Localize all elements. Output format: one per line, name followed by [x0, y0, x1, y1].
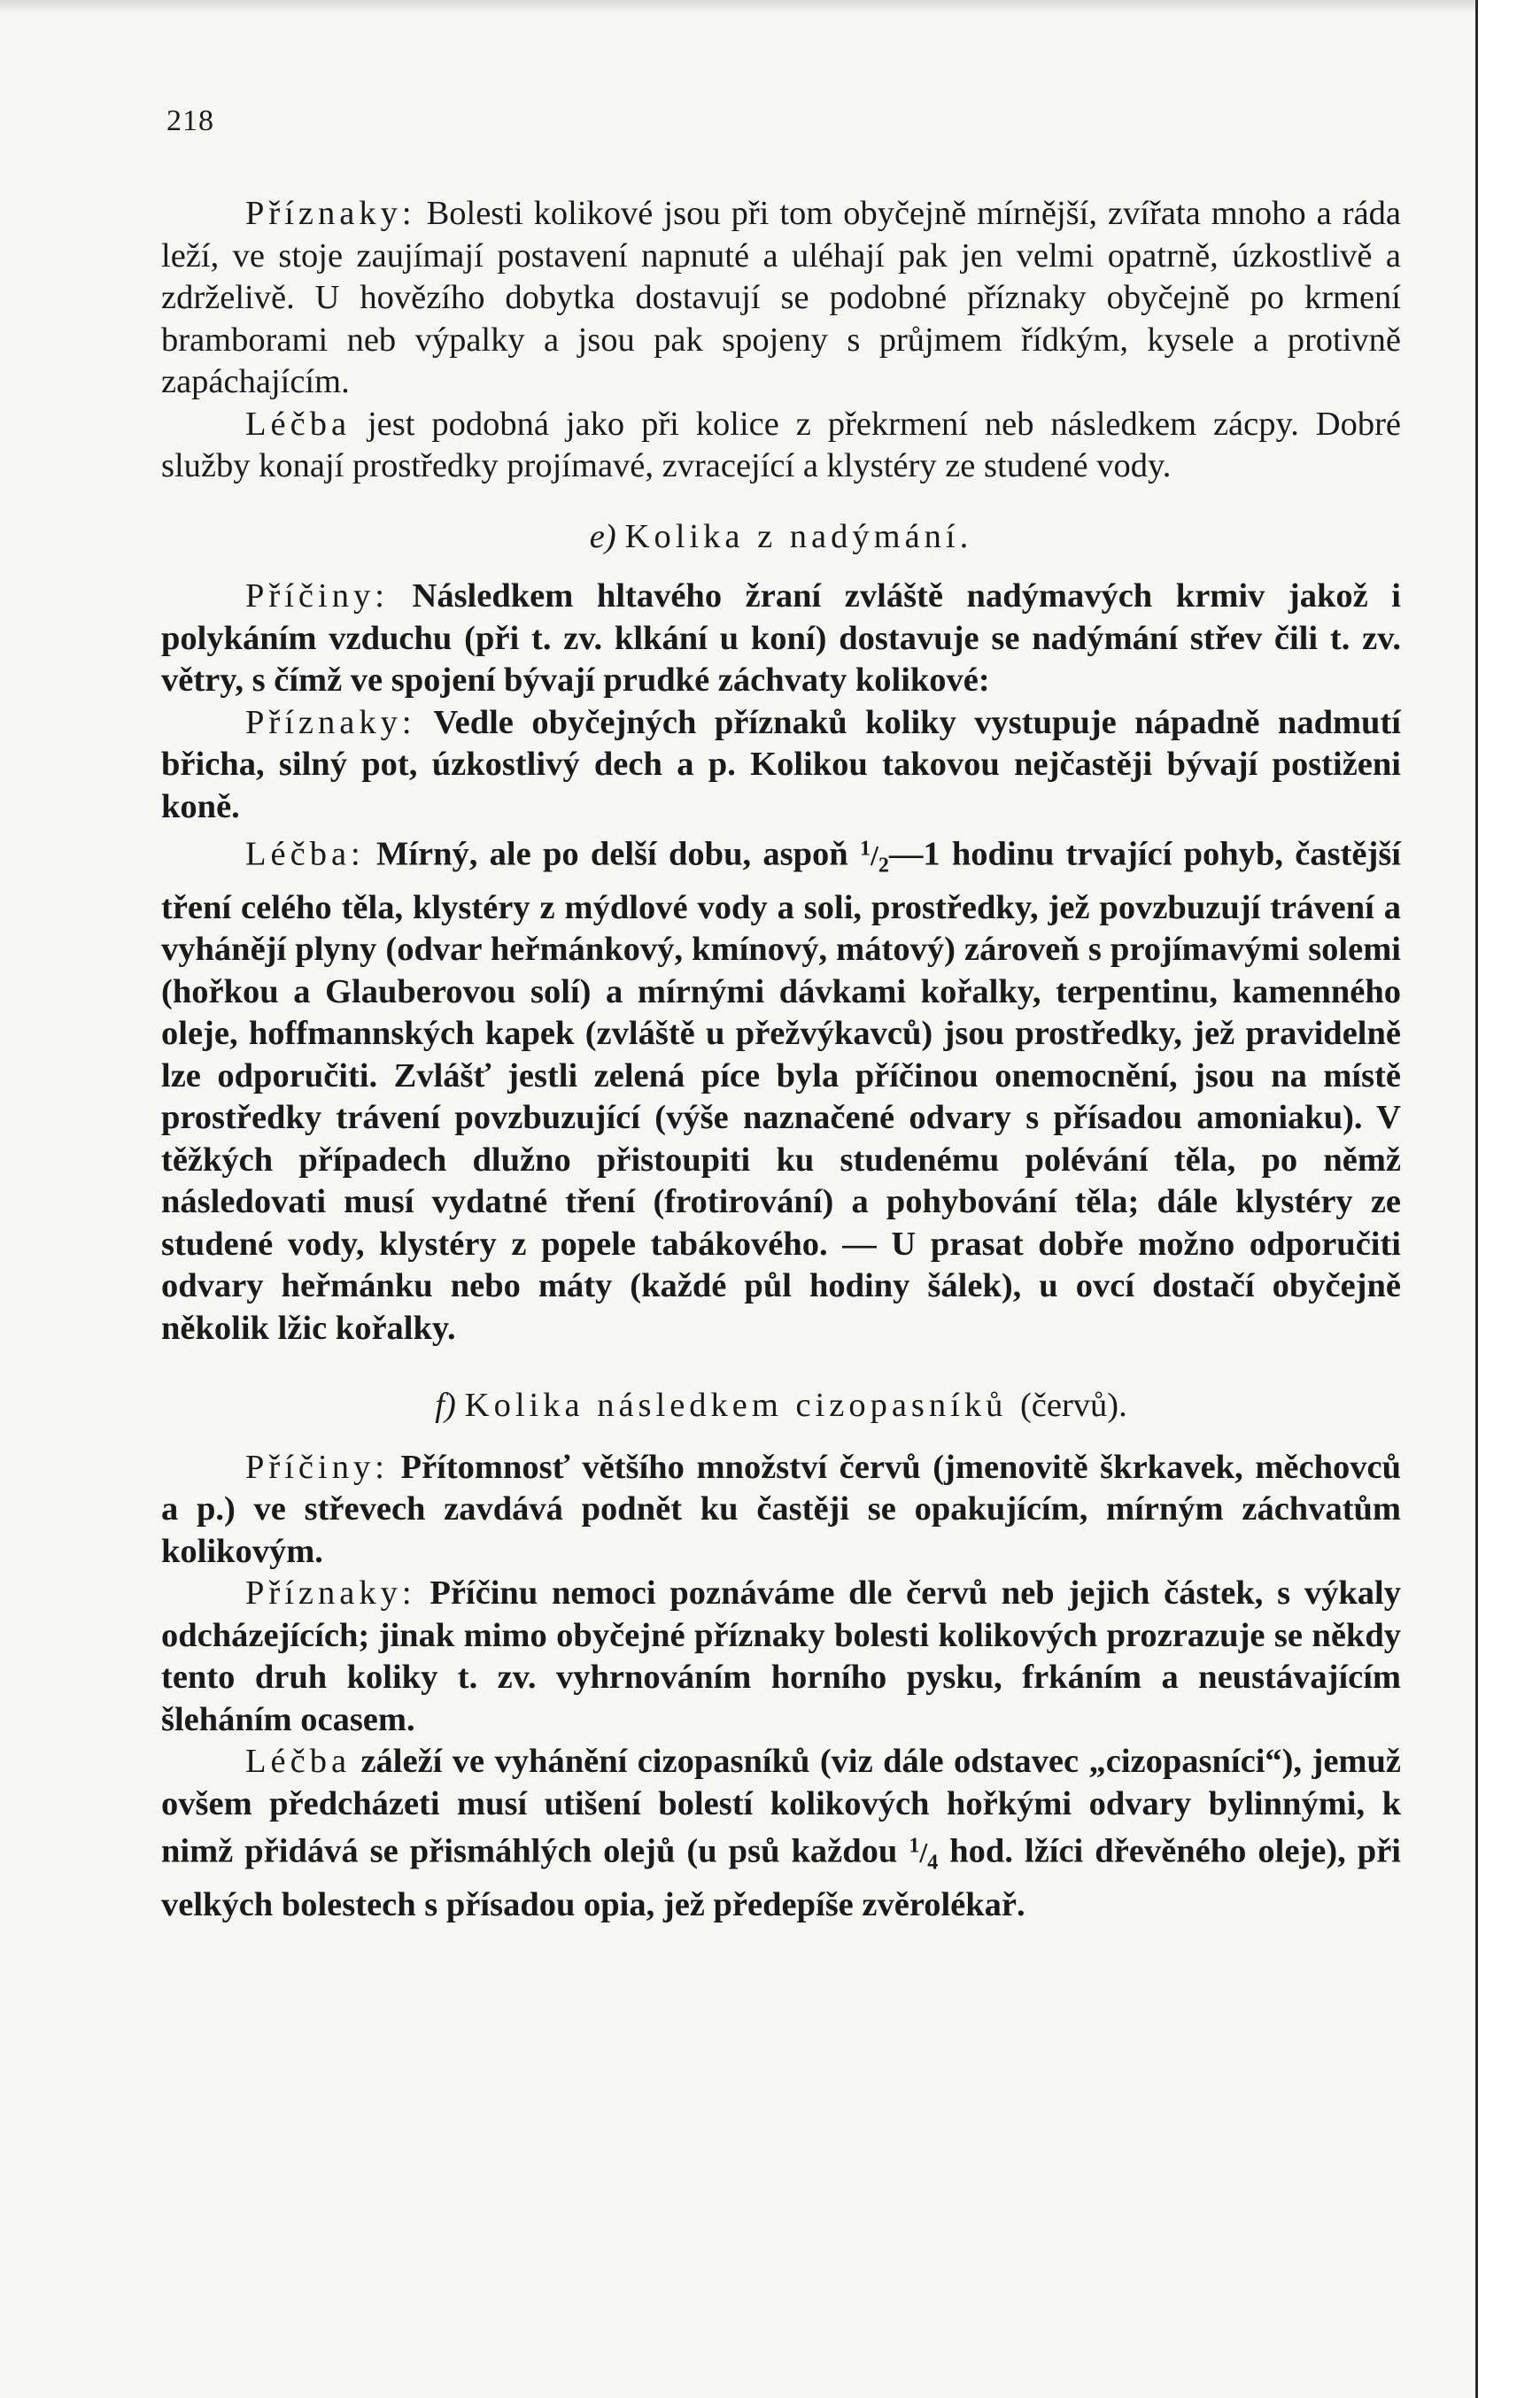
section-label: f) — [435, 1387, 456, 1425]
paragraph-symptoms-e — [161, 702, 1401, 829]
paragraph-text: Přítomnosť většího množství červů (jmenovitě škrkavek, měchovců a p.) ve střevech zavdává podnět ku častěji se opakujícím, mírným záchvatům kolikovým. — [161, 1448, 1401, 1570]
paragraph-text: záleží ve vyhánění cizopasníků (viz dále odstavec „cizopasníci“), jemuž ovšem předcházeti musí utišení bolestí kolikových hořkými odvary bylinnými, k nimž přidává se přismáhlých olejů (u psů každou — [161, 1743, 1401, 1870]
paragraph-text: Mírný, ale po delší dobu, aspoň — [364, 835, 860, 873]
fraction-numerator: 1 — [909, 1834, 920, 1858]
fraction-numerator: 1 — [859, 837, 871, 860]
page-top-shadow — [0, 0, 1475, 12]
section-title-paren: (červů). — [1019, 1387, 1127, 1425]
paragraph-text: hod. lžíci dřevěného oleje), při velkých bolestech s přísadou opia, jež předepíše zvěrolékař. — [161, 1832, 1401, 1923]
fraction: $^1/_2$ — [859, 837, 889, 878]
section-heading-e — [161, 516, 1401, 559]
fraction: $^1/_4$ — [909, 1834, 939, 1875]
paragraph-lead: Léčba — [245, 1743, 352, 1781]
section-title: Kolika následkem cizopasníků — [464, 1387, 1008, 1425]
paragraph-symptoms-f — [161, 1573, 1401, 1741]
paragraph-treatment-f — [161, 1741, 1401, 1926]
paragraph-treatment-e — [161, 828, 1401, 1350]
paragraph-treatment-top — [161, 404, 1401, 488]
paragraph-lead: Léčba: — [245, 835, 365, 873]
paragraph-text: Následkem hltavého žraní zvláště nadýmavých krmiv jakož i polykáním vzduchu (při t. zv. klkání u koní) dostavuje se nadýmání střev čili t. zv. větry, s čímž ve spojení bývají prudké záchvaty kolikové: — [161, 577, 1401, 699]
page-number: 218 — [166, 104, 214, 137]
paragraph-lead: Příznaky: — [245, 195, 416, 232]
section-label: e) — [589, 517, 616, 555]
paragraph-lead: Léčba — [245, 405, 352, 443]
paragraph-text: Vedle obyčejných příznaků koliky vystupuje nápadně nadmutí břicha, silný pot, úzkostlivý dech a p. Kolikou takovou nejčastěji bývají postiženi koně. — [161, 703, 1401, 825]
paragraph-lead: Příznaky: — [245, 1574, 416, 1613]
paragraph-causes-f — [161, 1447, 1401, 1574]
fraction-denominator: 2 — [878, 854, 889, 878]
paragraph-lead: Příčiny: — [245, 577, 389, 615]
paragraph-causes-e — [161, 576, 1401, 702]
section-heading-f — [161, 1385, 1401, 1427]
paragraph-text: jest podobná jako při kolice z překrmení neb následkem zácpy. Dobré služby konají prostředky projímavé, zvracející a klystéry ze studené vody. — [161, 405, 1401, 484]
fraction-denominator: 4 — [927, 1851, 939, 1875]
page-body — [161, 193, 1401, 1926]
section-title: Kolika z nadýmání. — [624, 517, 973, 555]
adjacent-page-edge — [1475, 0, 1540, 2398]
paragraph-text: Příčinu nemoci poznáváme dle červů neb jejich částek, s výkaly odcházejících; jinak mimo obyčejné příznaky bolesti kolikových prozrazuje se někdy tento druh koliky t. zv. vyhrnováním horního pysku, frkáním a neustávajícím šleháním ocasem. — [161, 1574, 1401, 1738]
paragraph-symptoms-top — [161, 193, 1401, 404]
paragraph-text: —1 hodinu trvající pohyb, častější tření celého těla, klystéry z mýdlové vody a soli, prostředky, jež povzbuzují trávení a vyhánějí plyny (odvar heřmánkový, kmínový, mátový) zároveň s projímavými solemi (hořkou a Glauberovou solí) a mírnými dávkami kořalky, terpentinu, kamenného oleje, hoffmannských kapek (zvláště u přežvýkavců) jsou prostředky, jež pravidelně lze odporučiti. Zvlášť jestli zelená píce byla příčinou onemocnění, jsou na místě prostředky trávení povzbuzující (výše naznačené odvary s přísadou amoniaku). V těžkých případech dlužno přistoupiti ku studenému polévání těla, po němž následovati musí vydatné tření (frotirování) a pohybování těla; dále klystéry ze studené vody, klystéry z popele tabákového. — U prasat dobře možno odporučiti odvary heřmánku nebo máty (každé půl hodiny šálek), u ovcí dostačí obyčejně několik lžic kořalky. — [161, 835, 1401, 1347]
paragraph-lead: Příčiny: — [245, 1448, 389, 1486]
paragraph-lead: Příznaky: — [245, 703, 416, 741]
paragraph-text: Bolesti kolikové jsou při tom obyčejně mírnější, zvířata mnoho a ráda leží, ve stoje zaujímají postavení napnuté a uléhají pak jen velmi opatrně, úzkostlivě a zdrželivě. U hovězího dobytka dostavují se podobné příznaky obyčejně po krmení bramborami neb výpalky a jsou pak spojeny s průjmem řídkým, kysele a protivně zapáchajícím. — [161, 195, 1401, 400]
